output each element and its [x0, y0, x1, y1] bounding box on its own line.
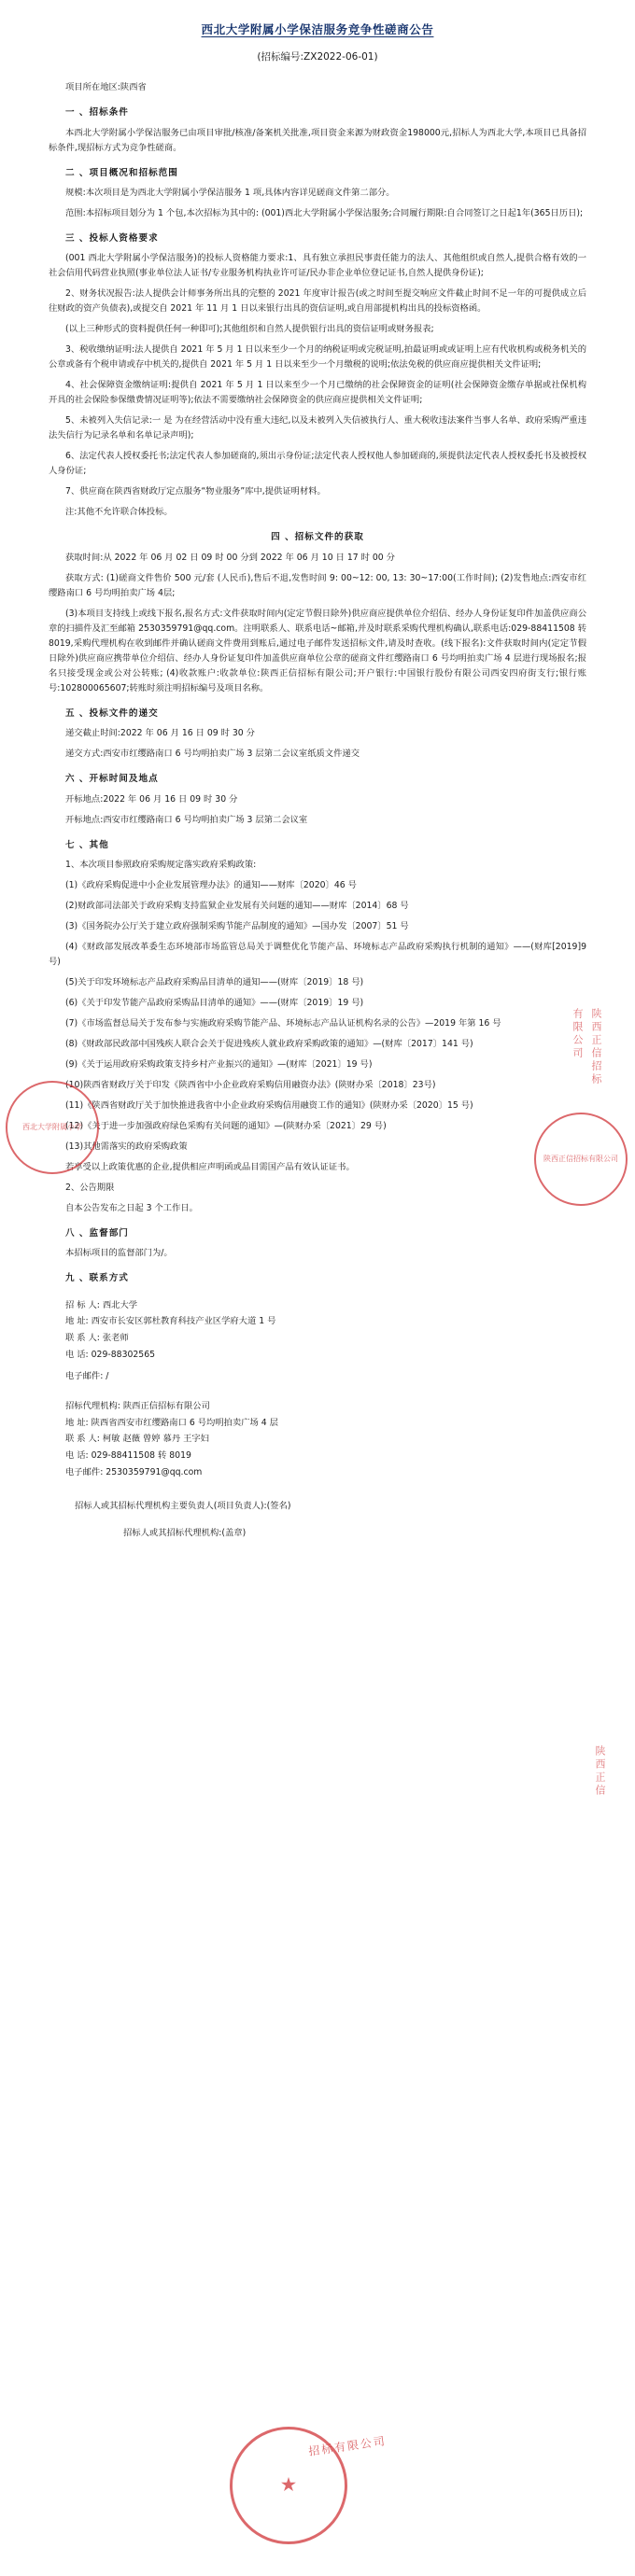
section-7-notice-period-value: 自本公告发布之日起 3 个工作日。	[65, 1202, 198, 1213]
section-heading-9: 九 、联系方式	[65, 1273, 129, 1284]
section-heading-8: 八 、监督部门	[65, 1227, 129, 1239]
agent-contact: 联 系 人: 柯敏 赵薇 曾婷 慕丹 王字妇	[65, 1434, 209, 1445]
vertical-stamp-text-a: 陕西正信招标	[590, 1008, 602, 1086]
agent-email: 电子邮件: 2530359791@qq.com	[65, 1466, 203, 1477]
section-6-paragraph-1: 开标地点:2022 年 06 月 16 日 09 时 30 分	[65, 793, 238, 805]
section-3-paragraph-3: (以上三种形式的资料提供任何一种即可);其他组织和自然人提供银行出具的资信证明或财务报表;	[65, 324, 434, 335]
tenderer-address: 地 址: 西安市长安区郭杜教育科技产业区学府大道 1 号	[65, 1316, 276, 1327]
vertical-stamp-text-c: 陕西正信	[594, 1745, 606, 1798]
page-title: 西北大学附属小学保洁服务竞争性磋商公告	[201, 22, 434, 36]
section-7-policy-13: (13)其他需落实的政府采购政策	[65, 1141, 188, 1152]
section-3-paragraph-7: 6、法定代表人授权委托书;法定代表人参加磋商的,须出示身份证;法定代表人授权他人参加磋商的,须提供法定代表人授权委托书及被授权人身份证;	[49, 451, 586, 477]
section-7-policy-4: (4)《财政部发展改革委生态环境部市场监管总局关于调整优化节能产品、环境标志产品政府采购执行机制的通知》——(财库[2019]9 号)	[49, 941, 586, 967]
signature-line-organization: 招标人或其招标代理机构:(盖章)	[123, 1527, 247, 1538]
section-7-policy-12: (12)《关于进一步加强政府绿色采购有关问题的通知》—(陕财办采〔2021〕29 号)	[65, 1120, 387, 1131]
section-7-paragraph-1: 1、本次项目参照政府采购规定落实政府采购政策:	[65, 860, 257, 871]
bottom-stamp-text: 招标有限公司	[307, 2434, 388, 2458]
section-2-paragraph-1: 规模:本次项目是为西北大学附属小学保洁服务 1 项,具体内容详见磋商文件第二部分。	[65, 188, 395, 198]
section-7-policy-9: (9)《关于运用政府采购政策支持乡村产业振兴的通知》—(财库〔2021〕19 号)	[65, 1058, 373, 1070]
section-heading-2: 二 、项目概况和招标范围	[65, 167, 178, 178]
section-4-paragraph-3: (3)本项目支持线上或线下报名,报名方式:文件获取时间内(定定节假日除外)供应商应提供单位介绍信、经办人身份证复印件加盖供应商公章的扫描件及汇至邮箱 2530359791@qq.com。注明联系人、联系电话~邮箱,并及时联系采购代理机构确认,联系电话:029-88411508 转 8019,采购代理机构在收到邮件并确认磋商文件费用到账后,通过电子邮件发送招标文件,请及时查收。(线下报名):文件获取时间内(定定节假日除外)供应商应携带单位介绍信、经办人身份证复印件加盖供应商单位公章的磋商文件红缨路南口 6 号均明拍卖广场 4 层进行现场报名;报名只接受现金或公对公转账; (4)收款账户:收款单位:陕西正信招标有限公司;开户银行:中国银行股份有限公司西安四府街支行;银行账号:102800065607;转账时须注明招标编号及项目名称。	[49, 608, 586, 693]
section-heading-5: 五 、投标文件的递交	[65, 707, 159, 719]
tenderer-phone: 电 话: 029-88302565	[65, 1349, 156, 1360]
section-7-policy-10: (10)陕西省财政厅关于印发《陕西省中小企业政府采购信用融资办法》(陕财办采〔2018〕23号)	[65, 1079, 436, 1090]
section-7-policy-11: (11)《陕西省财政厅关于加快推进我省中小企业政府采购信用融资工作的通知》(陕财办采〔2020〕15 号)	[65, 1099, 473, 1111]
section-heading-4: 四 、招标文件的获取	[271, 532, 364, 543]
section-4-paragraph-1: 获取时间:从 2022 年 06 月 02 日 09 时 00 分到 2022 年 06 月 10 日 17 时 00 分	[65, 552, 395, 563]
section-6-paragraph-2: 开标地点:西安市红缨路南口 6 号均明拍卖广场 3 层第二会议室	[65, 814, 308, 825]
section-7-policy-1: (1)《政府采购促进中小企业发展管理办法》的通知——财库〔2020〕46 号	[65, 880, 357, 891]
section-3-paragraph-1: (001 西北大学附属小学保洁服务)的投标人资格能力要求:1、具有独立承担民事责任能力的法人、其他组织或自然人,提供合格有效的一社会信用代码营业执照(事业单位法人证书/专业服务机构执业许可证/民办非企业单位登记证书,自然人提供身份证);	[49, 253, 586, 279]
document-subtitle: (招标编号:ZX2022-06-01)	[257, 51, 378, 63]
agent-name: 招标代理机构: 陕西正信招标有限公司	[65, 1401, 210, 1412]
section-5-paragraph-1: 递交截止时间:2022 年 06 月 16 日 09 时 30 分	[65, 728, 255, 739]
section-2-paragraph-2: 范围:本招标项目划分为 1 个包,本次招标为其中的: (001)西北大学附属小学保洁服务;合同履行期限:自合同签订之日起1年(365日历日);	[65, 207, 584, 218]
section-heading-6: 六 、开标时间及地点	[65, 774, 159, 785]
section-7-policy-8: (8)《财政部民政部中国残疾人联合会关于促进残疾人就业政府采购政策的通知》—(财库〔2017〕141 号)	[65, 1038, 473, 1049]
section-7-notice-period-label: 2、公告期限	[65, 1182, 115, 1193]
section-3-paragraph-8: 7、供应商在陕西省财政厅定点服务“物业服务”库中,提供证明材料。	[65, 486, 326, 497]
project-location: 项目所在地区:陕西省	[65, 82, 147, 93]
tenderer-contact: 联 系 人: 张老师	[65, 1333, 129, 1344]
section-3-paragraph-2: 2、财务状况报告:法人提供会计师事务所出具的完整的 2021 年度审计报告(或之时间至提交响应文件截止时间不足一年的可提供成立后往财政的资产负债表),或提交自 2021 年 11 月 1 日以来银行出具的资信证明,或自用部提机构出具的投标资格函。	[49, 288, 586, 315]
section-4-paragraph-2: 获取方式: (1)磋商文件售价 500 元/套 (人民币),售后不退,发售时间 9: 00~12: 00, 13: 30~17:00(工作时间); (2)发售地点:西安市红缨路南口 6 号均明拍卖广场 4层;	[49, 572, 586, 598]
section-heading-1: 一 、招标条件	[65, 107, 129, 119]
section-7-policy-3: (3)《国务院办公厅关于建立政府强制采购节能产品制度的通知》—国办发〔2007〕51 号	[65, 920, 409, 931]
section-7-policy-5: (5)关于印发环境标志产品政府采购品目清单的通知——(财库〔2019〕18 号)	[65, 976, 364, 987]
seal-bottom-stamp	[230, 2427, 347, 2544]
section-1-paragraph-1: 本西北大学附属小学保洁服务已由项目审批/核准/备案机关批准,项目资金来源为财政资金198000元,招标人为西北大学,本项目已具备招标条件,现招标方式为竞争性磋商。	[49, 127, 586, 153]
tenderer-name: 招 标 人: 西北大学	[65, 1299, 138, 1310]
section-heading-3: 三 、投标人资格要求	[65, 232, 159, 244]
section-5-paragraph-2: 递交方式:西安市红缨路南口 6 号均明拍卖广场 3 层第二会议室纸质文件递交	[65, 749, 360, 760]
signature-line-person: 招标人或其招标代理机构主要负责人(项目负责人):(签名)	[75, 1501, 291, 1512]
seal-left-text: 西北大学附属小学	[22, 1122, 82, 1131]
agent-address: 地 址: 陕西省西安市红缨路南口 6 号均明拍卖广场 4 层	[65, 1417, 278, 1428]
section-heading-7: 七 、其他	[65, 839, 109, 850]
seal-right-text: 陕西正信招标有限公司	[543, 1154, 618, 1163]
section-3-paragraph-4: 3、税收缴纳证明:法人提供自 2021 年 5 月 1 日以来至少一个月的纳税证明或完税证明,拍最证明或或证明上应有代收机构或税务机关的公章或备有个税申请或存中机关的,提供自 2021 年 5 月 1 日以来至少一个月缴税的说明;依法免税的供应商应提供相关文件证明;	[49, 344, 586, 371]
section-7-policy-2: (2)财政部司法部关于政府采购支持监狱企业发展有关问题的通知——财库〔2014〕68 号	[65, 901, 409, 911]
section-7-note: 若享受以上政策优惠的企业,提供相应声明函或品目需国产品有效认证证书。	[65, 1161, 355, 1172]
tenderer-email: 电子邮件: /	[65, 1371, 109, 1382]
agent-phone: 电 话: 029-88411508 转 8019	[65, 1449, 191, 1461]
vertical-stamp-text-b: 有限公司	[572, 1008, 584, 1060]
section-7-policy-6: (6)《关于印发节能产品政府采购品目清单的通知》——(财库〔2019〕19 号)	[65, 997, 364, 1008]
section-7-policy-7: (7)《市场监督总局关于发布参与实施政府采购节能产品、环境标志产品认证机构名录的公告》—2019 年第 16 号	[65, 1017, 501, 1029]
star-icon: ★	[280, 2475, 297, 2495]
section-3-paragraph-9: 注:其他不允许联合体投标。	[65, 507, 173, 518]
section-3-paragraph-6: 5、未被列入失信记录:一 是 为在经营活动中没有重大违纪,以及未被列入失信被执行人、重大税收违法案件当事人名单、政府采购严重违法失信行为记录名单和名单记录声明);	[49, 415, 586, 441]
section-8-paragraph-1: 本招标项目的监督部门为/。	[65, 1248, 173, 1259]
section-3-paragraph-5: 4、社会保障资金缴纳证明:提供自 2021 年 5 月 1 日以来至少一个月已缴纳的社会保障资金的证明(社会保障资金缴存单据或社保机构开具的社会保险参保缴费情况证明等);依法不需要缴纳社会保障资金的供应商应提供相关文件证明;	[49, 380, 586, 406]
